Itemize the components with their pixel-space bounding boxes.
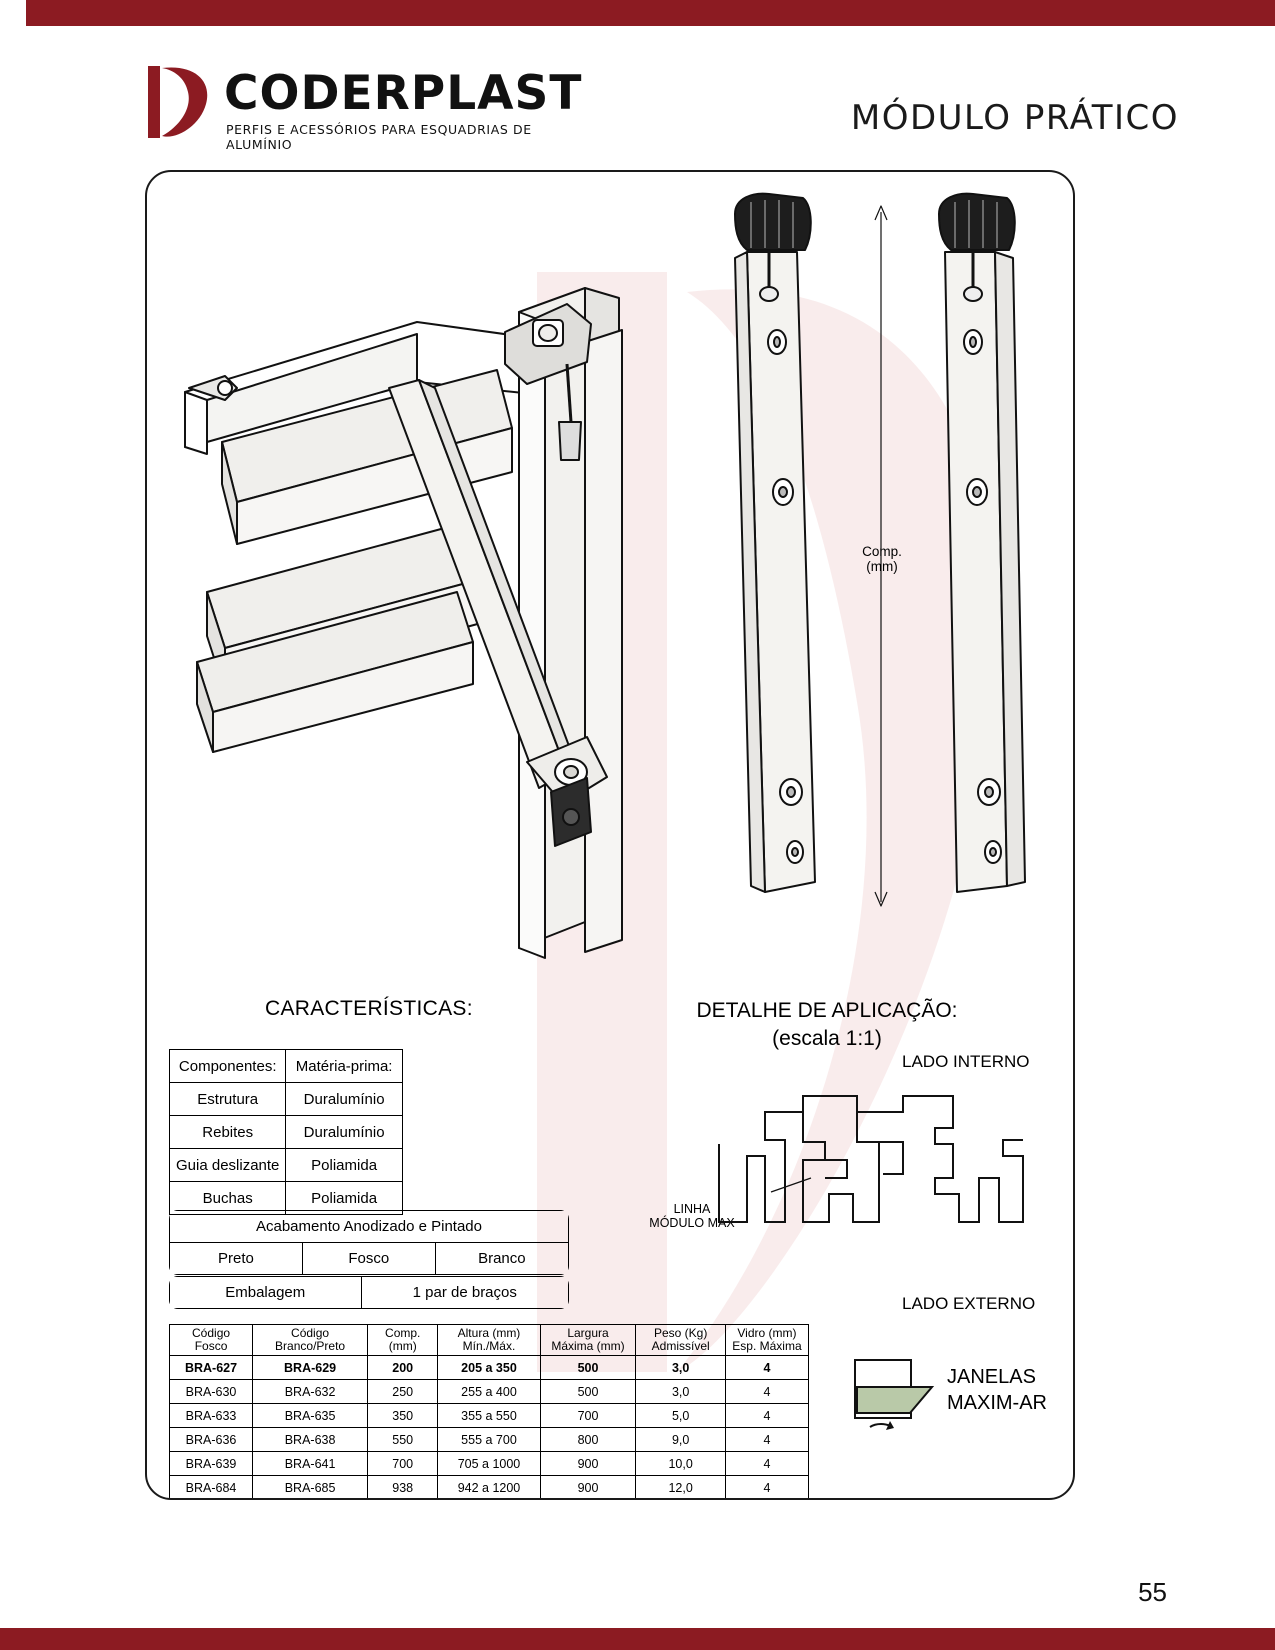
coderplast-mark-icon xyxy=(140,64,212,140)
largura-max: 500 xyxy=(540,1380,636,1404)
material-value: Duralumínio xyxy=(286,1083,402,1116)
comp-label-line2: (mm) xyxy=(866,559,898,574)
materials-header-component: Componentes: xyxy=(170,1050,286,1083)
materials-table-wrap xyxy=(169,1049,569,1215)
peso-kg: 10,0 xyxy=(636,1452,725,1476)
table-row-header xyxy=(170,1050,403,1083)
janelas-label xyxy=(947,1364,1047,1416)
top-brand-bar xyxy=(0,0,1275,26)
altura-mm: 705 a 1000 xyxy=(438,1452,540,1476)
codes-header-0-l1: Código xyxy=(192,1326,231,1340)
table-row xyxy=(170,1149,403,1182)
comp-mm: 700 xyxy=(368,1452,438,1476)
maxim-ar-window-icon xyxy=(852,1357,937,1437)
detalhe-scale: (escala 1:1) xyxy=(772,1027,882,1050)
code-fosco: BRA-627 xyxy=(170,1356,253,1380)
peso-kg: 3,0 xyxy=(636,1380,725,1404)
table-row xyxy=(170,1356,809,1380)
table-row xyxy=(170,1243,569,1275)
finish-option-branco: Branco xyxy=(435,1243,568,1275)
finish-option-preto: Preto xyxy=(170,1243,303,1275)
codes-header-3-l1: Altura (mm) xyxy=(457,1326,521,1340)
finish-option-fosco: Fosco xyxy=(302,1243,435,1275)
materials-table xyxy=(169,1049,403,1215)
vidro-mm: 4 xyxy=(725,1380,808,1404)
lado-interno-label: LADO INTERNO xyxy=(902,1052,1030,1071)
code-fosco: BRA-639 xyxy=(170,1452,253,1476)
table-row xyxy=(170,1428,809,1452)
material-component: Guia deslizante xyxy=(170,1149,286,1182)
table-row xyxy=(170,1452,809,1476)
altura-mm: 255 a 400 xyxy=(438,1380,540,1404)
peso-kg: 5,0 xyxy=(636,1404,725,1428)
vidro-mm: 4 xyxy=(725,1476,808,1500)
code-fosco: BRA-630 xyxy=(170,1380,253,1404)
janelas-line1: JANELAS xyxy=(947,1366,1036,1388)
codes-header-5 xyxy=(636,1325,725,1356)
codes-header-2-l1: Comp. xyxy=(385,1326,421,1340)
detalhe-title: DETALHE DE APLICAÇÃO: xyxy=(696,999,958,1022)
content-frame xyxy=(145,170,1075,1500)
codes-header-1-l2: Branco/Preto xyxy=(275,1339,346,1353)
table-row xyxy=(170,1476,809,1500)
table-row xyxy=(170,1116,403,1149)
comp-mm: 550 xyxy=(368,1428,438,1452)
code-branco-preto: BRA-629 xyxy=(253,1356,368,1380)
largura-max: 500 xyxy=(540,1356,636,1380)
brand-logo xyxy=(140,62,583,152)
code-branco-preto: BRA-635 xyxy=(253,1404,368,1428)
table-row xyxy=(170,1083,403,1116)
largura-max: 900 xyxy=(540,1476,636,1500)
codes-table xyxy=(169,1324,809,1500)
page-title: MÓDULO PRÁTICO xyxy=(850,98,1179,138)
largura-max: 900 xyxy=(540,1452,636,1476)
lado-externo-label: LADO EXTERNO xyxy=(902,1294,1036,1313)
codes-header-6-l2: Esp. Máxima xyxy=(732,1339,802,1353)
comp-label-line1: Comp. xyxy=(862,544,902,559)
comp-mm: 350 xyxy=(368,1404,438,1428)
codes-header-6-l1: Vidro (mm) xyxy=(737,1326,797,1340)
peso-kg: 3,0 xyxy=(636,1356,725,1380)
codes-header-6 xyxy=(725,1325,808,1356)
code-fosco: BRA-684 xyxy=(170,1476,253,1500)
arm-assembly-illustration xyxy=(167,192,687,1002)
linha-line1: LINHA xyxy=(673,1202,711,1216)
code-fosco: BRA-636 xyxy=(170,1428,253,1452)
material-component: Rebites xyxy=(170,1116,286,1149)
material-component: Estrutura xyxy=(170,1083,286,1116)
left-white-margin xyxy=(0,0,26,1650)
table-row xyxy=(170,1404,809,1428)
finish-table xyxy=(169,1210,569,1275)
codes-header-4-l1: Largura xyxy=(567,1326,609,1340)
codes-header-0 xyxy=(170,1325,253,1356)
brand-tagline: PERFIS E ACESSÓRIOS PARA ESQUADRIAS DE ALUMÍNIO xyxy=(226,122,532,152)
codes-header-3-l2: Mín./Máx. xyxy=(462,1339,516,1353)
profile-cross-section-drawing xyxy=(707,1082,1047,1242)
packaging-table xyxy=(169,1276,569,1309)
table-row xyxy=(170,1380,809,1404)
code-branco-preto: BRA-685 xyxy=(253,1476,368,1500)
code-branco-preto: BRA-632 xyxy=(253,1380,368,1404)
packaging-value: 1 par de braços xyxy=(361,1277,568,1309)
page-number: 55 xyxy=(1138,1577,1167,1607)
altura-mm: 942 a 1200 xyxy=(438,1476,540,1500)
comp-mm: 250 xyxy=(368,1380,438,1404)
largura-max: 800 xyxy=(540,1428,636,1452)
code-fosco: BRA-633 xyxy=(170,1404,253,1428)
codes-header-2-l2: (mm) xyxy=(388,1339,417,1353)
table-row xyxy=(170,1277,569,1309)
material-value: Poliamida xyxy=(286,1182,402,1215)
codes-header-5-l2: Admissível xyxy=(651,1339,710,1353)
brand-name: CODERPLAST xyxy=(224,66,583,121)
vidro-mm: 4 xyxy=(725,1452,808,1476)
altura-mm: 355 a 550 xyxy=(438,1404,540,1428)
packaging-table-wrap xyxy=(169,1276,569,1309)
finish-table-wrap xyxy=(169,1210,569,1275)
codes-header-2 xyxy=(368,1325,438,1356)
materials-header-material: Matéria-prima: xyxy=(286,1050,402,1083)
code-branco-preto: BRA-638 xyxy=(253,1428,368,1452)
janelas-line2: MAXIM-AR xyxy=(947,1392,1047,1414)
codes-header-1-l1: Código xyxy=(291,1326,330,1340)
detalhe-heading xyxy=(617,997,1037,1053)
linha-line2: MÓDULO MAX xyxy=(649,1216,735,1230)
codes-table-wrap xyxy=(169,1324,809,1500)
finish-title: Acabamento Anodizado e Pintado xyxy=(170,1211,569,1243)
comp-dimension-label xyxy=(847,544,917,574)
material-value: Duralumínio xyxy=(286,1116,402,1149)
codes-header-4 xyxy=(540,1325,636,1356)
codes-header-5-l1: Peso (Kg) xyxy=(653,1326,708,1340)
comp-mm: 200 xyxy=(368,1356,438,1380)
altura-mm: 555 a 700 xyxy=(438,1428,540,1452)
material-component: Buchas xyxy=(170,1182,286,1215)
comp-mm: 938 xyxy=(368,1476,438,1500)
peso-kg: 9,0 xyxy=(636,1428,725,1452)
codes-header-4-l2: Máxima (mm) xyxy=(551,1339,625,1353)
caracteristicas-heading: CARACTERÍSTICAS: xyxy=(265,997,473,1020)
altura-mm: 205 a 350 xyxy=(438,1356,540,1380)
material-value: Poliamida xyxy=(286,1149,402,1182)
vidro-mm: 4 xyxy=(725,1356,808,1380)
table-row-header xyxy=(170,1325,809,1356)
codes-header-3 xyxy=(438,1325,540,1356)
bottom-brand-bar xyxy=(0,1628,1275,1650)
vidro-mm: 4 xyxy=(725,1428,808,1452)
largura-max: 700 xyxy=(540,1404,636,1428)
codes-header-1 xyxy=(253,1325,368,1356)
table-row xyxy=(170,1211,569,1243)
vidro-mm: 4 xyxy=(725,1404,808,1428)
packaging-label: Embalagem xyxy=(170,1277,362,1309)
code-branco-preto: BRA-641 xyxy=(253,1452,368,1476)
peso-kg: 12,0 xyxy=(636,1476,725,1500)
codes-header-0-l2: Fosco xyxy=(194,1339,228,1353)
